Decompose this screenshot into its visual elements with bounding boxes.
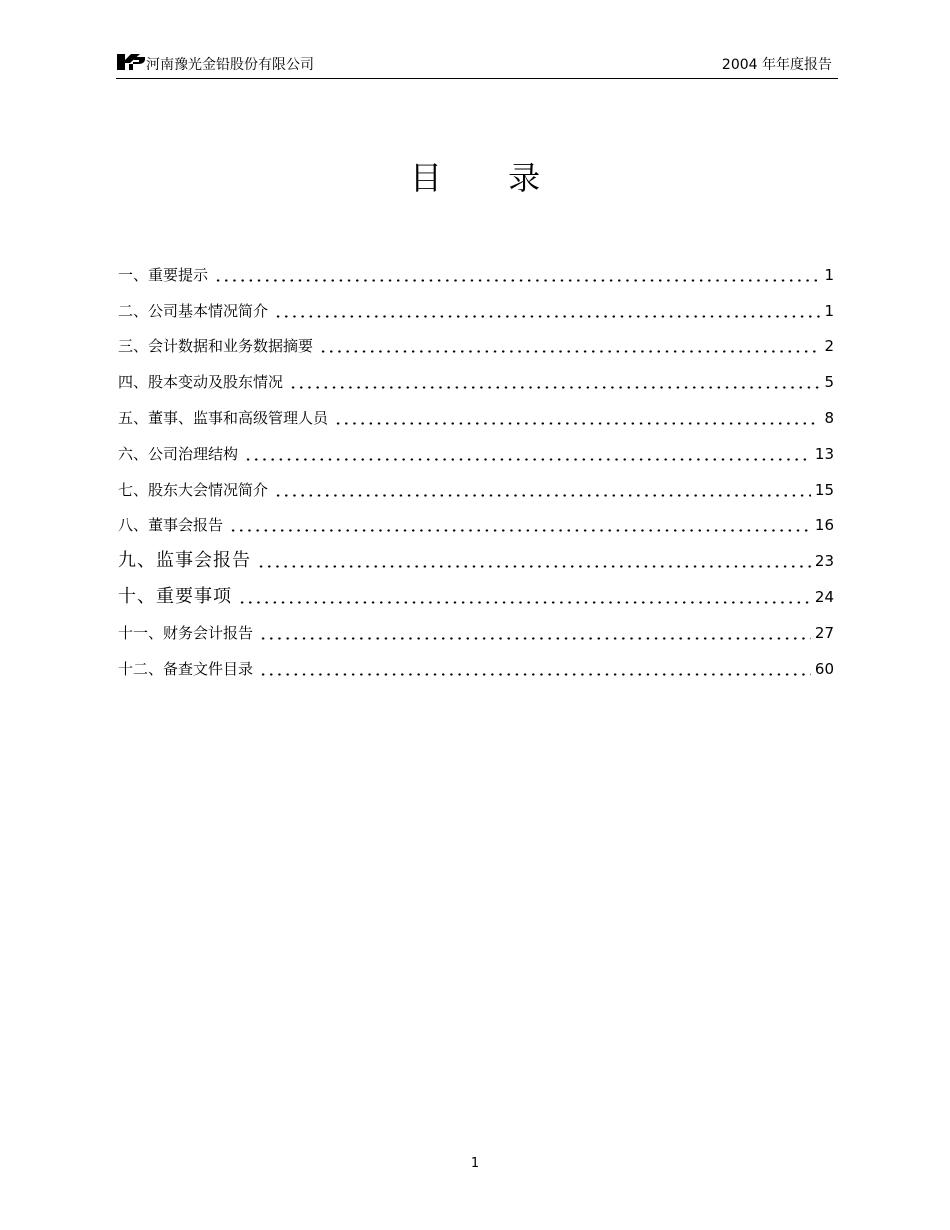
toc-item-page: 13 — [814, 444, 834, 463]
toc-leader-dots — [274, 315, 820, 318]
toc-leader-dots — [238, 601, 811, 604]
toc-leader-dots — [289, 386, 820, 389]
toc-item-page: 23 — [814, 552, 834, 571]
toc-leader-dots — [319, 350, 820, 353]
toc-item-page: 8 — [824, 408, 834, 427]
toc-item[interactable] — [118, 252, 834, 288]
toc-item-label: 一、重要提示 — [118, 265, 209, 284]
toc-item-page: 24 — [814, 587, 834, 606]
page-header — [116, 50, 838, 79]
table-of-contents — [118, 252, 834, 682]
footer-page-number: 1 — [470, 1156, 480, 1171]
toc-item[interactable] — [118, 610, 834, 646]
toc-item[interactable] — [118, 431, 834, 467]
toc-item-label: 八、董事会报告 — [118, 516, 224, 535]
toc-leader-dots — [274, 494, 811, 497]
toc-leader-dots — [257, 565, 811, 568]
toc-item-label: 十二、备查文件目录 — [118, 659, 254, 678]
toc-item[interactable] — [118, 467, 834, 503]
toc-item-page: 5 — [824, 373, 834, 392]
toc-item[interactable] — [118, 359, 834, 395]
toc-item-label: 五、董事、监事和高级管理人员 — [118, 408, 329, 427]
toc-leader-dots — [334, 422, 820, 425]
page-title: 目 录 — [409, 159, 569, 197]
toc-leader-dots — [244, 458, 811, 461]
toc-item-label: 三、会计数据和业务数据摘要 — [118, 337, 314, 356]
toc-item-page: 15 — [814, 480, 834, 499]
toc-item[interactable] — [118, 574, 834, 610]
report-title: 2004 年年度报告 — [721, 57, 832, 73]
toc-item[interactable] — [118, 646, 834, 682]
toc-item-page: 1 — [824, 265, 834, 284]
toc-item-label: 四、股本变动及股东情况 — [118, 373, 284, 392]
toc-item-label: 二、公司基本情况简介 — [118, 301, 269, 320]
toc-item-label: 九、监事会报告 — [118, 550, 251, 572]
toc-item-label: 十、重要事项 — [118, 585, 232, 607]
toc-leader-dots — [259, 637, 811, 640]
toc-item[interactable] — [118, 503, 834, 539]
company-name: 河南豫光金铅股份有限公司 — [146, 57, 314, 73]
toc-leader-dots — [229, 529, 811, 532]
toc-item[interactable] — [118, 538, 834, 574]
toc-item-page: 1 — [824, 301, 834, 320]
toc-item-page: 27 — [814, 623, 834, 642]
toc-item-label: 十一、财务会计报告 — [118, 623, 254, 642]
toc-item-label: 六、公司治理结构 — [118, 444, 239, 463]
toc-leader-dots — [259, 673, 811, 676]
toc-item[interactable] — [118, 324, 834, 360]
toc-item[interactable] — [118, 288, 834, 324]
toc-item-page: 2 — [824, 337, 834, 356]
toc-item[interactable] — [118, 395, 834, 431]
toc-item-page: 60 — [814, 659, 834, 678]
toc-item-label: 七、股东大会情况简介 — [118, 480, 269, 499]
toc-item-page: 16 — [814, 516, 834, 535]
yg-logo-icon — [116, 52, 146, 72]
toc-leader-dots — [214, 279, 820, 282]
